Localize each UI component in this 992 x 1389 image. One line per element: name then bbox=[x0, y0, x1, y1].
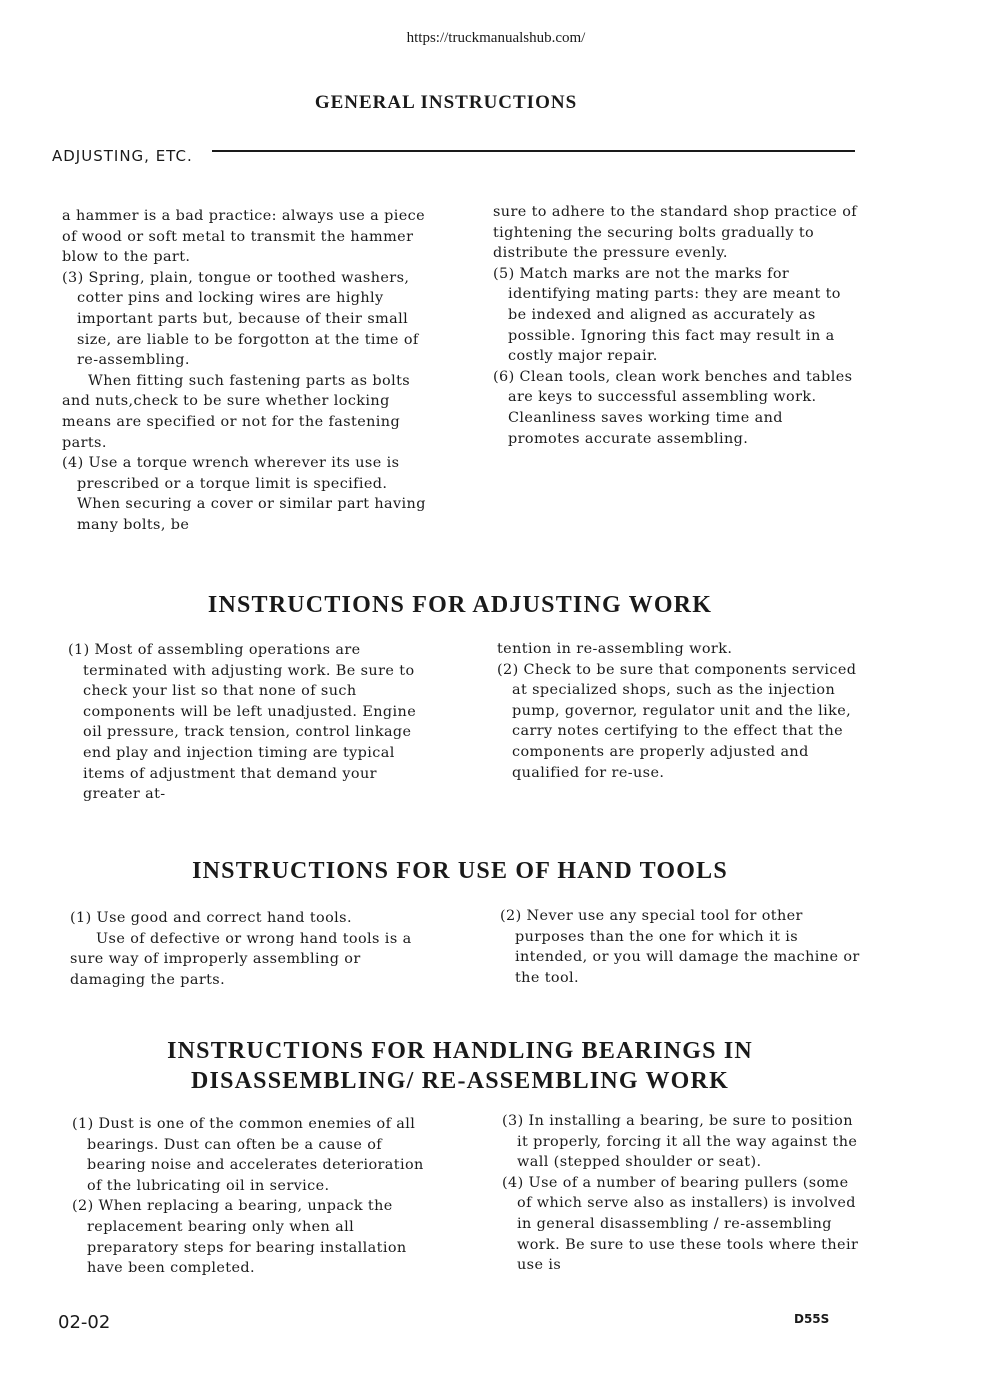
section-label: ADJUSTING, ETC. bbox=[52, 147, 193, 165]
paragraph: a hammer is a bad practice: always use a piece of wood or soft metal to transmit the hammer blow to the part. bbox=[62, 208, 426, 266]
list-item: (2) When replacing a bearing, unpack the replacement bearing only when all preparatory steps for bearing installation have been completed. bbox=[72, 1198, 407, 1277]
page-number: 02-02 bbox=[58, 1312, 111, 1333]
general-right-column bbox=[493, 202, 859, 449]
list-item: (2) Never use any special tool for other purposes than the one for which it is intended, or you will damage the machine or the tool. bbox=[500, 908, 860, 986]
list-item: (3) Spring, plain, tongue or toothed washers, cotter pins and locking wires are highly important parts but, because of their small size, are liable to be forgotton at the time of re-assembling. bbox=[62, 269, 419, 369]
header-rule bbox=[212, 150, 855, 152]
list-item: (6) Clean tools, clean work benches and tables are keys to successful assembling work. Cleanliness saves working time and promotes accurate assembling. bbox=[493, 368, 853, 447]
page-title: GENERAL INSTRUCTIONS bbox=[314, 92, 578, 113]
paragraph: Use of defective or wrong hand tools is a sure way of improperly assembling or damaging the parts. bbox=[70, 930, 412, 988]
section-heading-adjusting: INSTRUCTIONS FOR ADJUSTING WORK bbox=[207, 592, 713, 618]
list-item: (4) Use of a number of bearing pullers (some of which serve also as installers) is involved in general disassembling / re-assembling work. Be sure to use these tools where their use is bbox=[502, 1174, 859, 1274]
section-heading-hand-tools: INSTRUCTIONS FOR USE OF HAND TOOLS bbox=[192, 858, 728, 884]
list-item: (1) Use good and correct hand tools. bbox=[70, 910, 352, 926]
source-url: https://truckmanualshub.com/ bbox=[406, 30, 586, 46]
hand-tools-left-column bbox=[70, 908, 436, 990]
adjusting-right-column bbox=[497, 639, 863, 783]
paragraph: sure to adhere to the standard shop practice of tightening the securing bolts gradually to distribute the pressure evenly. bbox=[493, 204, 857, 262]
list-item: (5) Match marks are not the marks for identifying mating parts: they are meant to be indexed and aligned as accurately as possible. Ignoring this fact may result in a costly major repair. bbox=[493, 265, 841, 365]
paragraph: When fitting such fastening parts as bolts and nuts,check to be sure whether locking means are specified or not for the fastening parts. bbox=[62, 372, 411, 451]
hand-tools-right-column bbox=[500, 906, 866, 988]
bearings-left-column bbox=[72, 1114, 438, 1279]
list-item: (2) Check to be sure that components serviced at specialized shops, such as the injection pump, governor, regulator unit and the like, carry notes certifying to the effect that the components are properly adjusted and qualified for re-use. bbox=[497, 661, 857, 781]
section-heading-bearings-line1: INSTRUCTIONS FOR HANDLING BEARINGS IN bbox=[167, 1038, 753, 1064]
model-code: D55S bbox=[794, 1312, 830, 1326]
bearings-right-column bbox=[502, 1111, 868, 1276]
list-item: (4) Use a torque wrench wherever its use is prescribed or a torque limit is specified. When securing a cover or similar part having many bolts, be bbox=[62, 455, 426, 533]
adjusting-left-column bbox=[68, 640, 434, 805]
section-heading-bearings-line2: DISASSEMBLING/ RE-ASSEMBLING WORK bbox=[191, 1068, 729, 1094]
list-item: (3) In installing a bearing, be sure to position it properly, forcing it all the way against the wall (stepped shoulder or seat). bbox=[502, 1113, 858, 1171]
list-item: (1) Most of assembling operations are terminated with adjusting work. Be sure to check your list so that none of such components will be left unadjusted. Engine oil pressure, track tension, control linkage end play and injection timing are typical items of adjustment that demand your greater at- bbox=[68, 642, 417, 803]
list-item: (1) Dust is one of the common enemies of all bearings. Dust can often be a cause of bearing noise and accelerates deterioration of the lubricating oil in service. bbox=[72, 1116, 424, 1194]
paragraph: tention in re-assembling work. bbox=[497, 641, 733, 657]
general-left-column bbox=[62, 206, 428, 536]
